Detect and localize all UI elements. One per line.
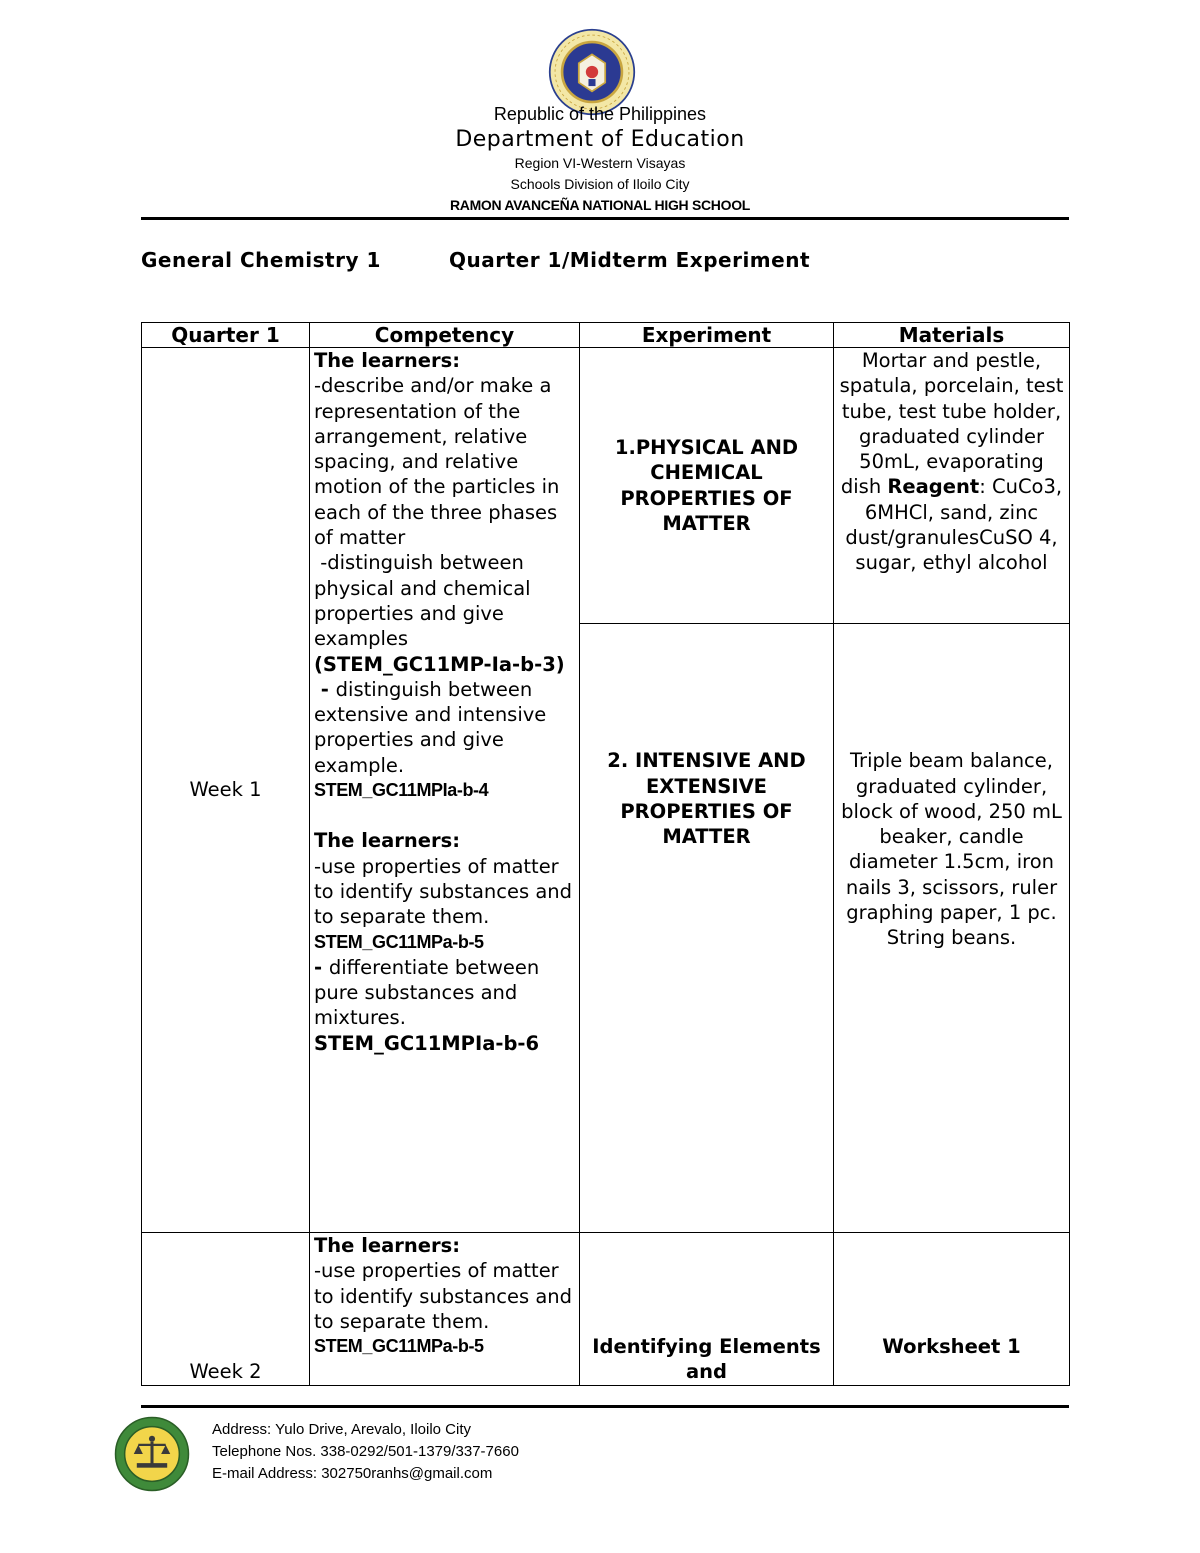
region-line: Region VI-Western Visayas <box>514 155 686 171</box>
materials-cell <box>834 1233 1070 1386</box>
competency-text: -use properties of matter to identify substances and to separate them. <box>314 1259 573 1333</box>
week2-label: Week 2 <box>189 1360 262 1384</box>
competency-text: distinguish between extensive and intensive properties and give example. <box>314 677 547 777</box>
competency-intro: The learners: <box>314 829 461 853</box>
table-row-week1-a <box>142 348 1070 624</box>
republic-line: Republic of the Philippines <box>493 104 707 124</box>
reagent-list: : CuCo3, 6MHCl, sand, zinc dust/granulesCuSO 4, sugar, ethyl alcohol <box>845 475 1063 575</box>
materials-list: Triple beam balance, graduated cylinder, block of wood, 250 mL beaker, candle diameter 1.5cm, iron nails 3, scissors, ruler graphing paper, 1 pc. String beans. <box>841 749 1062 950</box>
school-seal-logo <box>114 1416 190 1492</box>
competency-dash: - <box>314 677 336 701</box>
materials-list: Worksheet 1 <box>882 1335 1021 1358</box>
footer-email: E-mail Address: 302750ranhs@gmail.com <box>212 1465 493 1482</box>
table-row-week2 <box>142 1233 1070 1386</box>
school-name: RAMON AVANCEÑA NATIONAL HIGH SCHOOL <box>449 197 751 213</box>
experiment-title: 1.PHYSICAL AND CHEMICAL PROPERTIES OF MATTER <box>614 436 799 535</box>
competency-text: -use properties of matter to identify substances and to separate them. <box>314 854 573 929</box>
term-title: Quarter 1/Midterm Experiment <box>449 248 811 272</box>
footer-telephone: Telephone Nos. 338-0292/501-1379/337-7660 <box>212 1443 519 1460</box>
competency-code: STEM_GC11MPIa-b-4 <box>314 780 489 801</box>
header-quarter: Quarter 1 <box>142 323 310 348</box>
week1-competency-cell <box>310 348 580 1233</box>
experiment-title: Identifying Elements and <box>592 1335 821 1384</box>
competency-code: STEM_GC11MPa-b-5 <box>314 931 484 952</box>
competency-text: -distinguish between physical and chemical properties and give examples <box>314 551 537 651</box>
table-header-row <box>142 323 1070 348</box>
competency-code: STEM_GC11MPa-b-5 <box>314 1336 484 1357</box>
week1-cell <box>142 348 310 1233</box>
competency-intro: The learners: <box>314 349 461 372</box>
division-line: Schools Division of Iloilo City <box>510 176 690 192</box>
experiment-cell <box>580 1233 834 1386</box>
competency-text: differentiate between pure substances and mixtures. <box>314 955 540 1030</box>
experiment-cell <box>580 624 834 1233</box>
deped-seal-logo <box>548 28 636 116</box>
experiment-cell <box>580 348 834 624</box>
department-line: Department of Education <box>455 127 745 152</box>
footer-address: Address: Yulo Drive, Arevalo, Iloilo City <box>212 1421 472 1438</box>
header-divider <box>141 217 1069 220</box>
header-experiment: Experiment <box>580 323 834 348</box>
materials-cell <box>834 624 1070 1233</box>
competency-intro: The learners: <box>314 1234 461 1257</box>
competency-code: STEM_GC11MPIa-b-6 <box>314 1031 540 1055</box>
header-materials: Materials <box>834 323 1070 348</box>
competency-dash: - <box>314 955 329 979</box>
experiment-title: 2. INTENSIVE AND EXTENSIVE PROPERTIES OF MATTER <box>607 749 806 849</box>
competency-text: -describe and/or make a representation of the arrangement, relative spacing, and relative motion of the particles in each of the three phases of matter <box>314 374 560 550</box>
reagent-label: Reagent <box>887 475 980 499</box>
competency-code: (STEM_GC11MP-Ia-b-3) <box>314 652 565 676</box>
week1-label: Week 1 <box>189 778 262 802</box>
header-competency: Competency <box>310 323 580 348</box>
experiment-table <box>141 322 1070 1386</box>
materials-list: Mortar and pestle, spatula, porcelain, test tube, test tube holder, graduated cylinder 50mL, evaporating dish <box>839 349 1064 499</box>
week2-competency-cell <box>310 1233 580 1386</box>
week2-cell <box>142 1233 310 1386</box>
footer-divider <box>141 1405 1069 1408</box>
course-title: General Chemistry 1 <box>141 248 381 272</box>
materials-cell <box>834 348 1070 624</box>
